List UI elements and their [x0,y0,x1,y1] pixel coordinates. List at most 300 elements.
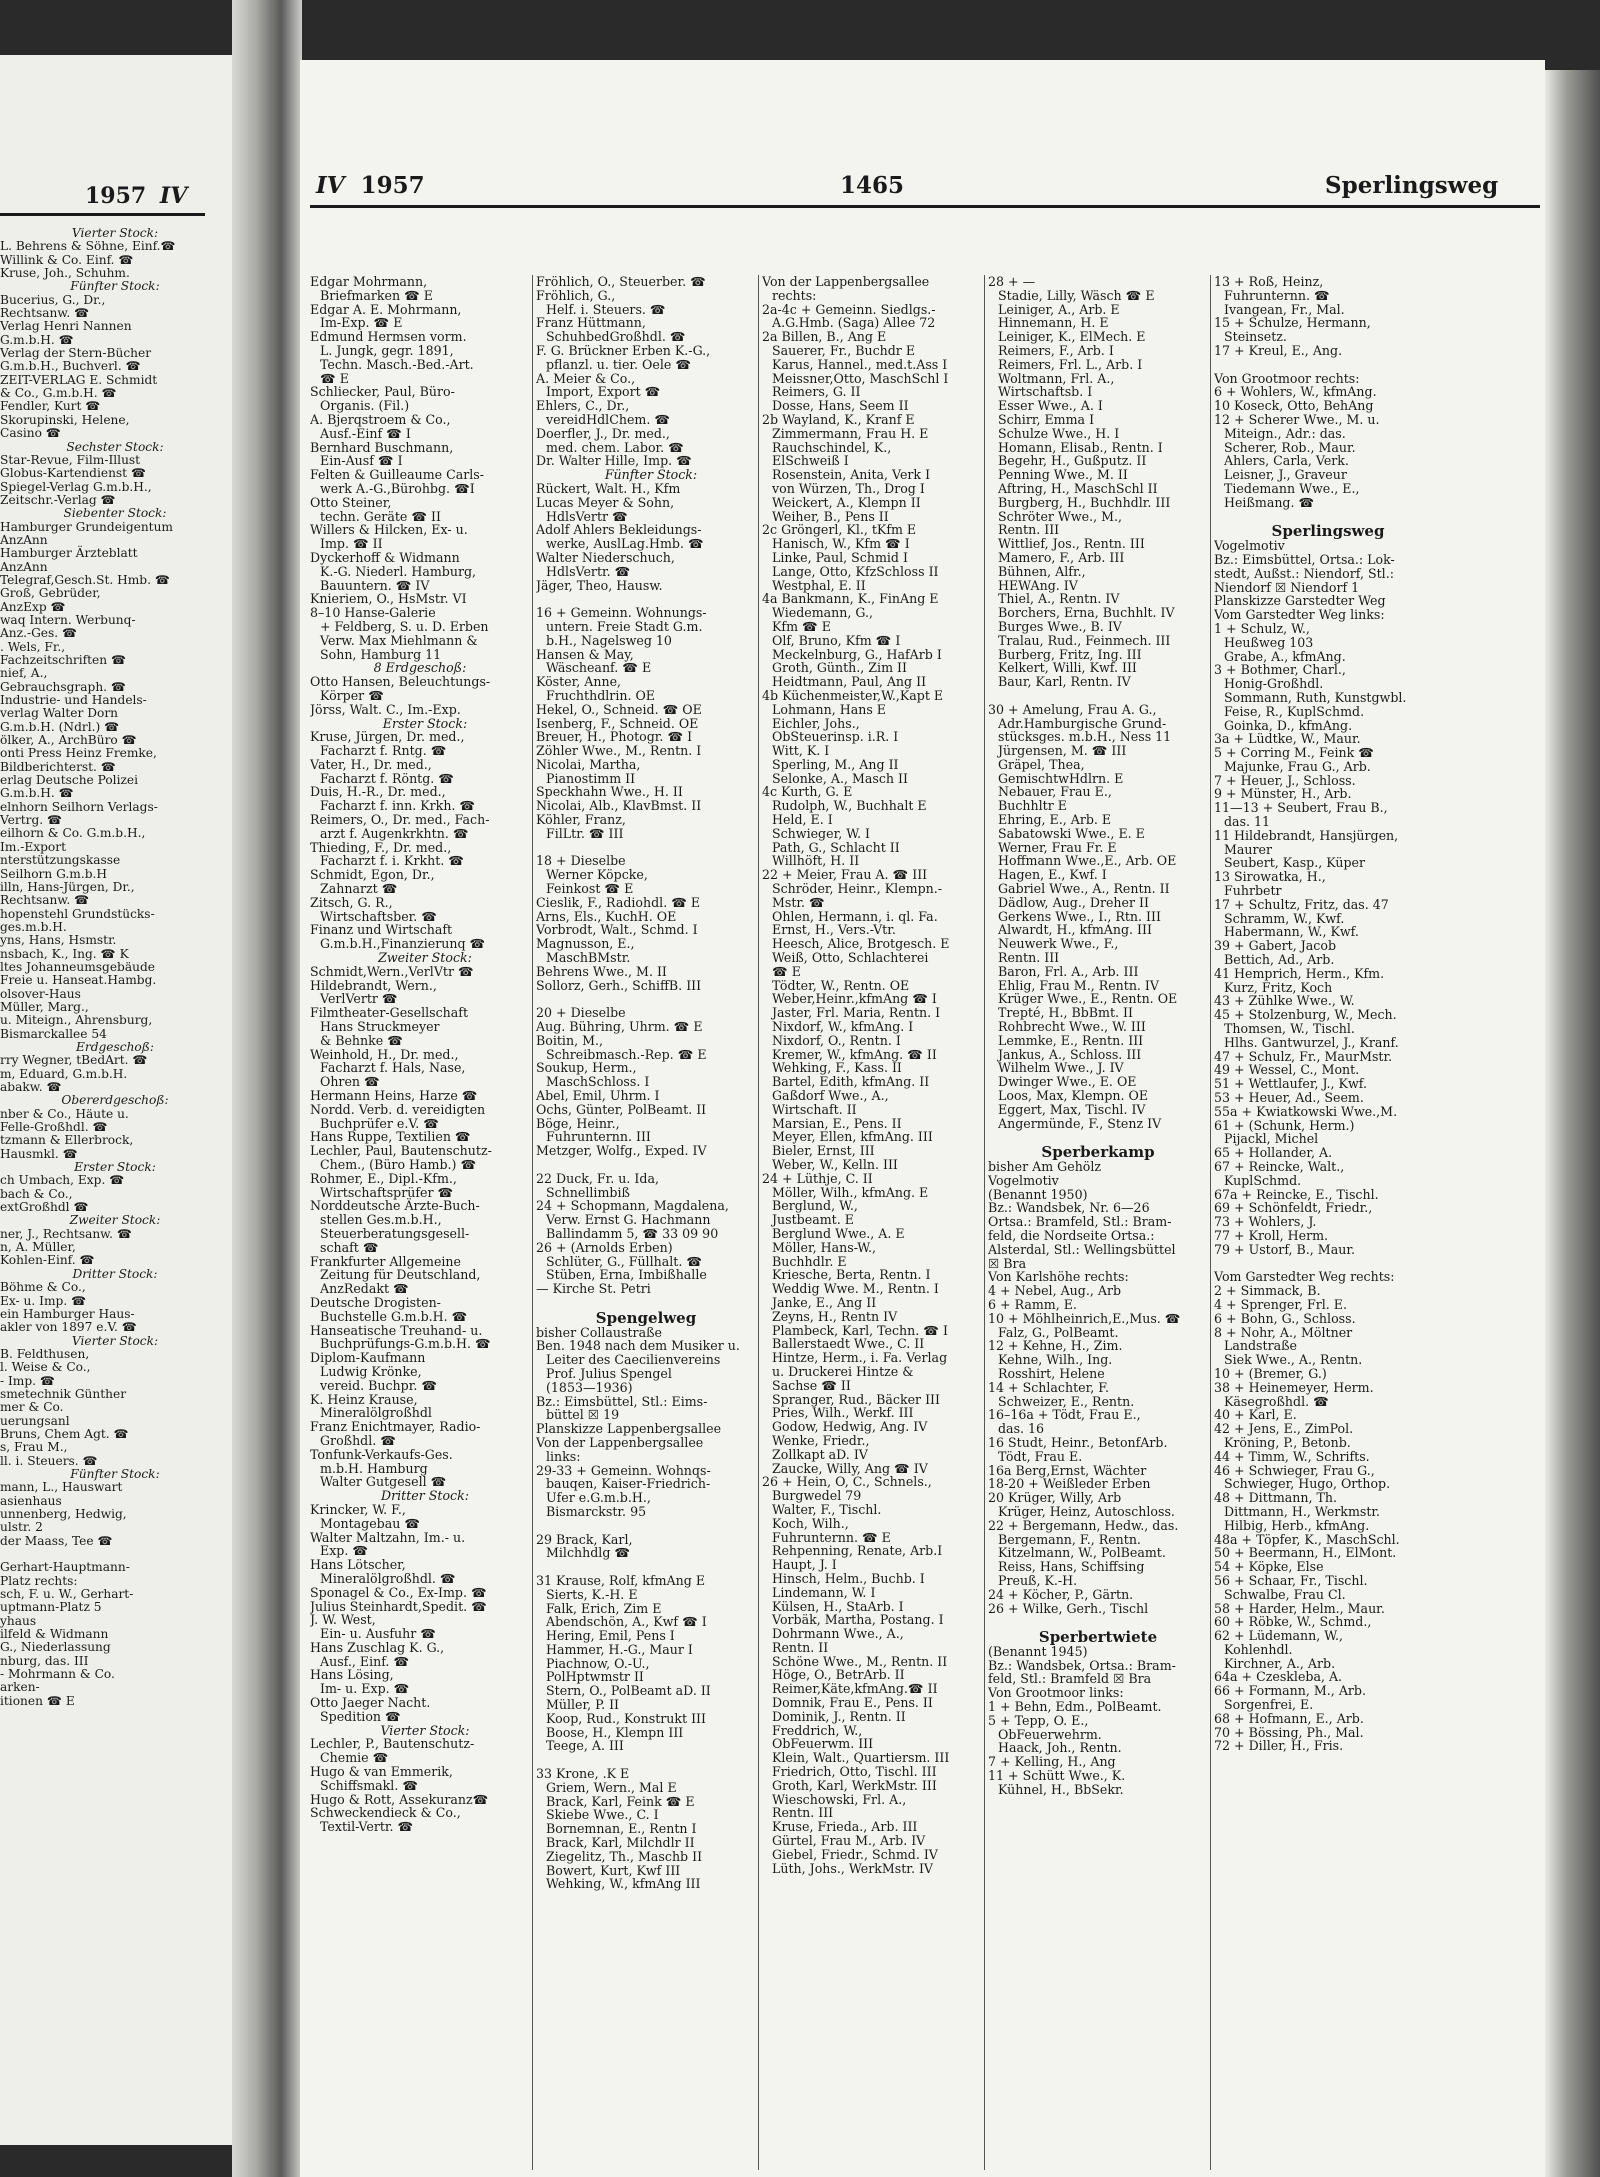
directory-entry: 16a Berg,Ernst, Wächter [988,1462,1147,1478]
directory-entry: Breuer, H., Photogr. ☎ I [536,729,693,745]
directory-entry: itionen ☎ E [0,1693,75,1708]
directory-entry: 7 + Kelling, H., Ang [988,1754,1116,1770]
directory-entry: Jankus, A., Schloss. III [998,1046,1142,1062]
directory-entry: Bauuntern. ☎ IV [320,577,430,593]
directory-entry: Vogelmotiv [1214,538,1285,554]
directory-entry: Hans Lösing, [310,1667,394,1683]
directory-entry: Im- u. Exp. ☎ [320,1681,410,1697]
directory-entry: mann, L., Hauswart [0,1480,123,1495]
directory-entry: 24 + Köcher, P., Gärtn. [988,1586,1134,1602]
directory-entry: bach & Co., [0,1186,73,1201]
directory-entry: elnhorn Seilhorn Verlags- [0,799,158,814]
directory-entry: Tonfunk-Verkaufs-Ges. [310,1446,453,1462]
directory-entry: Fünfter Stock: [70,1466,160,1481]
directory-entry: Reimers, F., Arb. I [998,342,1114,358]
directory-entry: Kohlenhdl. [1224,1641,1293,1657]
directory-entry: 20 Krüger, Willy, Arb [988,1490,1122,1506]
directory-entry: Fuhrunternn. ☎ [1224,287,1330,303]
directory-entry: Sechster Stock: [66,439,164,454]
directory-entry: Eichler, Johs., [772,715,860,731]
directory-entry: VerlVertr ☎ [320,991,398,1007]
directory-entry: smetechnik Günther [0,1386,127,1401]
directory-entry: Tödter, W., Rentn. OE [772,977,910,993]
directory-entry: Boose, H., Klempn III [546,1724,684,1740]
directory-entry: Bruns, Chem Agt. ☎ [0,1426,129,1441]
directory-entry: 79 + Ustorf, B., Maur. [1214,1241,1355,1257]
directory-entry: Bz.: Eimsbüttel, Stl.: Eims- [536,1393,708,1409]
directory-entry: Gürtel, Frau M., Arb. IV [772,1833,926,1849]
directory-entry: Piachnow, O.-U., [546,1655,650,1671]
directory-entry: Marsian, E., Pens. II [772,1115,902,1131]
directory-entry: ulstr. 2 [0,1520,43,1535]
directory-entry: 56 + Schaar, Fr., Tischl. [1214,1572,1368,1588]
directory-entry: Schöne Wwe., M., Rentn. II [772,1653,948,1669]
directory-entry: Ufer e.G.m.b.H., [546,1490,651,1506]
directory-entry: Kehne, Wilh., Ing. [998,1352,1113,1368]
directory-entry: Reimers, Frl. L., Arb. I [998,356,1143,372]
directory-entry: das. 11 [1224,814,1271,830]
directory-entry: Kruse, Jürgen, Dr. med., [310,729,465,745]
directory-entry: Adolf Ahlers Bekleidungs- [536,522,702,538]
directory-entry: ObSteuerinsp. i.R. I [772,729,899,745]
directory-entry: nsbach, K., Ing. ☎ K [0,946,129,961]
directory-entry: Wittlief, Jos., Rentn. III [998,536,1145,552]
directory-entry: Ernst, H., Vers.-Vtr. [772,922,896,938]
directory-entry: Esser Wwe., A. I [998,398,1103,414]
directory-entry: Habermann, W., Kwf. [1224,924,1359,940]
directory-entry: Käsegroßhdl. ☎ [1224,1393,1329,1409]
directory-entry: Groth, Karl, WerkMstr. III [772,1777,937,1793]
directory-entry: Schlüter, G., Füllhalt. ☎ [546,1253,703,1269]
directory-entry: ch Umbach, Exp. ☎ [0,1173,125,1188]
directory-entry: Franz Enichtmayer, Radio- [310,1419,481,1435]
directory-entry: Honig-Großhdl. [1224,676,1324,692]
directory-entry: Steinsetz. [1224,329,1287,345]
directory-entry: Hinnemann, H. E [998,315,1109,331]
directory-entry: Wäscheanf. ☎ E [546,660,652,676]
directory-entry: Ohren ☎ [320,1074,380,1090]
directory-entry: Landstraße [1224,1338,1297,1354]
directory-entry: J. W. West, [310,1612,376,1628]
directory-entry: 11 + Schütt Wwe., K. [988,1768,1126,1784]
column-divider [1210,275,1211,2170]
directory-entry: Rohbrecht Wwe., W. III [998,1019,1146,1035]
directory-entry: Pijackl, Michel [1224,1131,1319,1147]
directory-entry: extGroßhdl ☎ [0,1200,89,1215]
directory-entry: Tödt, Frau E. [998,1448,1083,1464]
directory-entry: Facharzt f. Röntg. ☎ [320,770,454,786]
directory-entry: Alwardt, H., kfmAng. III [998,922,1152,938]
directory-entry: 70 + Bössing, Ph., Mal. [1214,1724,1364,1740]
directory-entry: Müller, P. II [546,1697,620,1713]
running-head: Sperlingsweg [1325,172,1499,199]
directory-entry: - Mohrmann & Co. [0,1667,115,1682]
directory-entry: Vom Garstedter Weg links: [1214,607,1385,623]
directory-entry: ☒ Bra [988,1255,1027,1271]
directory-entry: . Wels, Fr., [0,639,66,654]
directory-entry: 3 + Bothmer, Charl., [1214,662,1346,678]
directory-entry: 22 + Meier, Frau A. ☎ III [762,867,928,883]
directory-entry: unnenberg, Hedwig, [0,1507,127,1521]
directory-entry: Hildebrandt, Wern., [310,977,437,993]
book-gutter [232,0,302,2177]
column-divider [758,275,759,2170]
directory-entry: 18-20 + Weißleder Erben [988,1476,1151,1492]
directory-entry: Gebrauchsgraph. ☎ [0,679,127,694]
directory-entry: Thieding, F., Dr. med., [310,839,452,855]
directory-entry: Feise, R., KuplSchmd. [1224,703,1365,719]
directory-entry: Möller, Hans-W., [772,1239,877,1255]
directory-entry: Klein, Walt., Quartiersm. III [772,1750,950,1766]
directory-entry: yns, Hans, Hsmstr. [0,933,117,948]
directory-entry: 6 + Ramm, E. [988,1296,1077,1312]
spacer [1214,358,1442,372]
directory-entry: yhaus [0,1613,37,1628]
directory-entry: Freddrich, W., [772,1722,863,1738]
directory-entry: Groß, Gebrüder, [0,586,101,601]
directory-entry: Duis, H.-R., Dr. med., [310,784,446,800]
directory-entry: Kelkert, Willi, Kwf. III [998,660,1137,676]
directory-entry: Imp. ☎ II [320,536,383,552]
directory-entry: Burgwedel 79 [772,1488,862,1504]
directory-entry: Heesch, Alice, Brotgesch. E [772,936,950,952]
directory-entry: Hintze, Herm., i. Fa. Verlag [772,1350,948,1366]
directory-entry: illn, Hans-Jürgen, Dr., [0,879,135,894]
directory-entry: stücksges. m.b.H., Ness 11 [998,729,1172,745]
directory-entry: Walter Niederschuch, [536,549,675,565]
directory-entry: Ein-Ausf ☎ I [320,453,403,469]
directory-entry: Dyckerhoff & Widmann [310,549,460,565]
directory-entry: ein Hamburger Haus- [0,1306,135,1321]
directory-entry: m.b.H. Hamburg [320,1460,428,1476]
directory-entry: Sommann, Ruth, Kunstgwbl. [1224,689,1407,705]
directory-entry: 39 + Gabert, Jacob [1214,938,1337,954]
directory-entry: uerungsanl [0,1413,70,1428]
directory-column-2 [536,275,756,2170]
directory-entry: Körper ☎ [320,687,384,703]
directory-entry: Gräpel, Thea, [998,756,1085,772]
directory-entry: 2c Gröngerl, Kl., tKfm E [762,522,917,538]
directory-entry: Seubert, Kasp., Küper [1224,855,1366,871]
directory-entry: Nixdorf, O., Rentn. I [772,1032,901,1048]
directory-entry: Sponagel & Co., Ex-Imp. ☎ [310,1584,487,1600]
directory-entry: & Behnke ☎ [320,1032,403,1048]
directory-entry: Schwalbe, Frau Cl. [1224,1586,1346,1602]
directory-entry: HdlsVertr. ☎ [546,563,631,579]
directory-entry: G.m.b.H. (Ndrl.) ☎ [0,719,120,734]
directory-entry: Preuß, K.-H. [998,1572,1078,1588]
directory-entry: Reimers, O., Dr. med., Fach- [310,812,490,828]
directory-entry: abakw. ☎ [0,1080,62,1094]
directory-entry: Fünfter Stock: [70,279,160,294]
directory-entry: m, Eduard, G.m.b.H. [0,1066,128,1081]
directory-entry: Krüger, Heinz, Autoschloss. [998,1503,1175,1519]
directory-entry: werke, AuslLag.Hmb. ☎ [546,536,704,552]
directory-entry: Erdgeschoß: [75,1039,155,1054]
directory-entry: AnzExp ☎ [0,599,66,614]
directory-entry: Stüben, Erna, Imbißhalle [546,1267,707,1283]
directory-entry: nber & Co., Häute u. [0,1106,129,1121]
directory-entry: Edgar A. E. Mohrmann, [310,301,462,317]
directory-entry: Schweizer, E., Rentn. [998,1393,1135,1409]
directory-entry: L. Behrens & Söhne, Einf.☎ [0,239,176,254]
directory-entry: Hans Ruppe, Textilien ☎ [310,1129,471,1145]
directory-entry: Ein- u. Ausfuhr ☎ [320,1626,436,1642]
directory-entry: Schröter Wwe., M., [998,508,1123,524]
directory-entry: Justbeamt. E [772,1212,854,1228]
directory-entry: 4 + Nebel, Aug., Arb [988,1283,1122,1299]
directory-entry: Vierter Stock: [71,227,159,240]
directory-entry: Telegraf,Gesch.St. Hmb. ☎ [0,572,171,587]
directory-entry: Falz, G., PolBeamt. [998,1324,1119,1340]
directory-entry: Maurer [1224,841,1273,857]
directory-entry: bisher Am Gehölz [988,1159,1102,1174]
directory-entry: 73 + Wohlers, J. [1214,1214,1317,1230]
spacer [1214,510,1442,524]
directory-entry: Kremer, W., kfmAng. ☎ II [772,1046,937,1062]
left-header-year: 1957 [85,183,147,209]
directory-entry: 22 Duck, Fr. u. Ida, [536,1170,659,1186]
directory-entry: Kriesche, Berta, Rentn. I [772,1267,931,1283]
directory-entry: Begehr, H., Gußputz. II [998,453,1147,469]
directory-entry: Weiher, B., Pens II [772,508,889,524]
directory-entry: Spedition ☎ [320,1708,401,1724]
directory-entry: onti Press Heinz Fremke, [0,746,157,761]
directory-entry: Facharzt f. Rntg. ☎ [320,743,447,759]
directory-entry: 8 Erdgeschoß: [373,660,467,676]
directory-entry: Hugo & Rott, Assekuranz☎ [310,1791,489,1807]
directory-entry: Wirtschaft. II [772,1101,857,1117]
directory-entry: Weinhold, H., Dr. med., [310,1046,459,1062]
directory-entry: Von Karlshöhe rechts: [988,1269,1129,1285]
directory-entry: (Benannt 1945) [988,1643,1088,1659]
directory-entry: Gaßdorf Wwe., A., [772,1088,889,1104]
directory-entry: Schmidt, Egon, Dr., [310,867,435,883]
directory-entry: Bismarckstr. 95 [546,1503,647,1519]
directory-entry: ölker, A., ArchBüro ☎ [0,733,137,748]
directory-entry: Sollorz, Gerh., SchiffB. III [536,977,702,993]
directory-entry: Griem, Wern., Mal E [546,1779,677,1795]
directory-entry: Wilhelm Wwe., J. IV [998,1060,1124,1076]
directory-entry: stedt, Außst.: Niendorf, Stl.: [1214,565,1394,581]
directory-entry: Fünfter Stock: [604,467,698,483]
directory-entry: Mineralölgroßhdl. ☎ [320,1570,456,1586]
directory-entry: Buchprüfer e.V. ☎ [320,1115,439,1131]
directory-column-5 [1214,275,1442,2170]
directory-entry: 48 + Dittmann, Th. [1214,1490,1338,1506]
directory-entry: Schnellimbiß [546,1184,630,1200]
directory-entry: Magnusson, E., [536,936,635,952]
right-header-left [316,172,425,199]
directory-entry: Böge, Heinr., [536,1115,620,1131]
directory-entry: Isenberg, F., Schneid. OE [536,715,699,731]
directory-entry: 6 + Wohlers, W., kfmAng. [1214,384,1377,400]
directory-entry: Willink & Co. Einf. ☎ [0,252,134,267]
directory-entry: Verlag der Stern-Bücher [0,346,152,361]
directory-entry: Willers & Hilcken, Ex- u. [310,522,468,538]
directory-entry: 43 + Zühlke Wwe., W. [1214,993,1355,1009]
directory-entry: 47 + Schulz, Fr., MaurMstr. [1214,1048,1393,1064]
left-header-rule [0,213,205,216]
directory-entry: - Imp. ☎ [0,1373,56,1388]
directory-entry: Wehking, W., kfmAng III [546,1876,701,1892]
directory-entry: Meckelnburg, G., HafArb I [772,646,942,662]
directory-entry: Zöhler Wwe., M., Rentn. I [536,743,702,759]
directory-entry: Köster, Anne, [536,674,622,690]
directory-entry: K.-G. Niederl. Hamburg, [320,563,477,579]
directory-entry: Diplom-Kaufmann [310,1350,426,1366]
directory-entry: ☎ E [772,963,801,979]
directory-entry: 40 + Karl, E. [1214,1407,1297,1423]
directory-entry: Zitsch, G. R., [310,894,393,910]
directory-entry: HEWAng. IV [998,577,1078,593]
directory-entry: Kurz, Fritz, Koch [1224,979,1333,995]
directory-entry: Eggert, Max, Tischl. IV [998,1101,1146,1117]
directory-entry: Knieriem, O., HsMstr. VI [310,591,467,607]
directory-entry: 51 + Wettlaufer, J., Kwf. [1214,1076,1367,1092]
directory-entry: Lange, Otto, KfzSchloss II [772,563,939,579]
directory-entry: 4a Bankmann, K., FinAng E [762,591,939,607]
directory-entry: Schulze Wwe., H. I [998,425,1120,441]
directory-entry: Nordd. Verb. d. vereidigten [310,1101,486,1117]
directory-entry: Erster Stock: [74,1160,156,1175]
directory-entry: 8 + Nohr, A., Möltner [1214,1324,1353,1340]
directory-entry: med. chem. Labor. ☎ [546,439,684,455]
directory-entry: 10 + (Bremer, G.) [1214,1365,1327,1381]
directory-entry: Böhme & Co., [0,1280,86,1295]
directory-entry: bisher Collaustraße [536,1324,662,1340]
directory-entry: Siek Wwe., A., Rentn. [1224,1352,1363,1368]
spacer [536,1753,756,1767]
directory-entry: 28 + — [988,275,1036,289]
directory-entry: Leiniger, K., ElMech. E [998,329,1146,345]
directory-column-1 [310,275,530,2170]
directory-entry: erlag Deutsche Polizei [0,773,138,788]
directory-entry: Vater, H., Dr. med., [310,756,432,772]
directory-entry: Hekel, O., Schneid. ☎ OE [536,701,702,717]
directory-entry: Zeitung für Deutschland, [320,1267,481,1283]
directory-entry: 7 + Heuer, J., Schloss. [1214,772,1356,788]
directory-entry: vereidHdlChem. ☎ [546,411,671,427]
directory-entry: Ballerstaedt Wwe., C. II [772,1336,925,1352]
directory-entry: Edgar Mohrmann, [310,275,428,289]
spacer [988,1130,1208,1144]
directory-entry: Mstr. ☎ [772,894,825,910]
directory-entry: Zweiter Stock: [69,1213,161,1228]
directory-entry: 49 + Wessel, C., Mont. [1214,1062,1360,1078]
directory-entry: B. Feldthusen, [0,1346,90,1361]
directory-entry: s, Frau M., [0,1440,68,1455]
directory-entry: Müller, Marg., [0,999,89,1014]
directory-entry: Verlag Henri Nannen [0,319,132,334]
directory-entry: 41 Hemprich, Herm., Kfm. [1214,965,1385,981]
directory-entry: Gerkens Wwe., I., Rtn. III [998,908,1161,924]
directory-entry: Hausmkl. ☎ [0,1146,78,1161]
directory-entry: Planskizze Lappenbergsallee [536,1421,722,1437]
directory-entry: Linke, Paul, Schmid I [772,549,908,565]
directory-entry: Ivangean, Fr., Mal. [1224,301,1345,317]
directory-entry: Höge, O., BetrArb. II [772,1667,905,1683]
directory-entry: Tralau, Rud., Feinmech. III [998,632,1171,648]
directory-entry: Bz.: Wandsbek, Nr. 6—26 [988,1200,1150,1216]
directory-entry: Hering, Emil, Pens I [546,1628,675,1644]
directory-entry: Fuhrunternn. III [546,1129,651,1145]
directory-entry: Teege, A. III [546,1738,624,1754]
directory-entry: 50 + Beermann, H., ElMont. [1214,1545,1397,1561]
directory-entry: Plambeck, Karl, Techn. ☎ I [772,1322,948,1338]
left-header-volume: IV [159,183,188,209]
directory-entry: 24 + Lüthje, C. II [762,1170,873,1186]
directory-entry: 8–10 Hanse-Galerie [310,605,436,621]
directory-entry: feld, die Nordseite Ortsa.: [988,1227,1155,1243]
directory-entry: Sorgenfrei, E. [1224,1697,1314,1713]
directory-entry: ElSchweiß I [772,453,849,469]
directory-entry: Ziegelitz, Th., Maschb II [546,1848,703,1864]
directory-entry: Ehring, E., Arb. E [998,812,1112,828]
directory-entry: Alsterdal, Stl.: Wellingsbüttel [988,1241,1176,1257]
directory-entry: Hilbig, Herb., kfmAng. [1224,1517,1370,1533]
directory-entry: 22 + Bergemann, Hedw., das. [988,1517,1179,1533]
directory-entry: 26 + Wilke, Gerh., Tischl [988,1600,1149,1616]
directory-entry: 2a Billen, B., Ang E [762,329,887,345]
directory-entry: Bz.: Eimsbüttel, Ortsa.: Lok- [1214,551,1395,567]
directory-entry: Boitin, M., [536,1032,603,1048]
directory-entry: KuplSchmd. [1224,1172,1302,1188]
directory-entry: Rechtsanw. ☎ [0,893,90,908]
directory-entry: Bieler, Ernst, III [772,1143,875,1159]
directory-entry: Verw. Ernst G. Hachmann [546,1212,711,1228]
directory-entry: Schiffsmakl. ☎ [320,1777,419,1793]
spacer [536,1560,756,1574]
directory-entry: Berglund Wwe., A. E [772,1225,905,1241]
directory-entry: G.m.b.H. ☎ [0,786,74,801]
directory-entry: 17 + Kreul, E., Ang. [1214,342,1343,358]
directory-entry: Bergemann, F., Rentn. [998,1531,1141,1547]
directory-entry: uptmann-Platz 5 [0,1600,102,1615]
directory-entry: Baron, Frl. A., Arb. III [998,963,1139,979]
directory-entry: Buchhdlr. E [772,1253,847,1269]
directory-entry: 2b Wayland, K., Kranf E [762,411,915,427]
directory-entry: Werner, Frau Fr. E [998,839,1117,855]
directory-entry: Techn. Masch.-Bed.-Art. [320,356,474,372]
directory-entry: asienhaus [0,1493,62,1508]
directory-entry: 14 + Schlachter, F. [988,1379,1110,1395]
spacer [536,992,756,1006]
directory-entry: AnzAnn [0,559,48,574]
directory-entry: Sauerer, Fr., Buchdr E [772,342,916,358]
directory-entry: 11 Hildebrandt, Hansjürgen, [1214,827,1399,843]
left-header [85,183,187,209]
directory-entry: 30 + Amelung, Frau A. G., [988,701,1157,717]
directory-entry: Fuhrunternn. ☎ E [772,1529,891,1545]
directory-entry: Haack, Joh., Rentn. [998,1740,1122,1756]
directory-entry: Spiegel-Verlag G.m.b.H., [0,479,152,494]
directory-entry: Zeyns, H., Rentn IV [772,1308,898,1324]
directory-entry: Doerfler, J., Dr. med., [536,425,670,441]
directory-entry: 62 + Lüdemann, W., [1214,1628,1343,1644]
directory-entry: 55a + Kwiatkowski Wwe.,M. [1214,1103,1398,1119]
directory-entry: 69 + Schönfeldt, Friedr., [1214,1200,1373,1216]
directory-entry: Hoffmann Wwe.,E., Arb. OE [998,853,1177,869]
directory-entry: l. Weise & Co., [0,1360,91,1375]
directory-entry: Hansen & May, [536,646,634,662]
directory-entry: Dritter Stock: [72,1266,158,1281]
directory-entry: ObFeuerwm. III [772,1736,874,1752]
directory-entry: Path, G., Schlacht II [772,839,900,855]
directory-entry: 10 Koseck, Otto, BehAng [1214,398,1374,414]
directory-entry: Mamero, F., Arb. III [998,549,1125,565]
directory-entry: Hanisch, W., Kfm ☎ I [772,536,910,552]
